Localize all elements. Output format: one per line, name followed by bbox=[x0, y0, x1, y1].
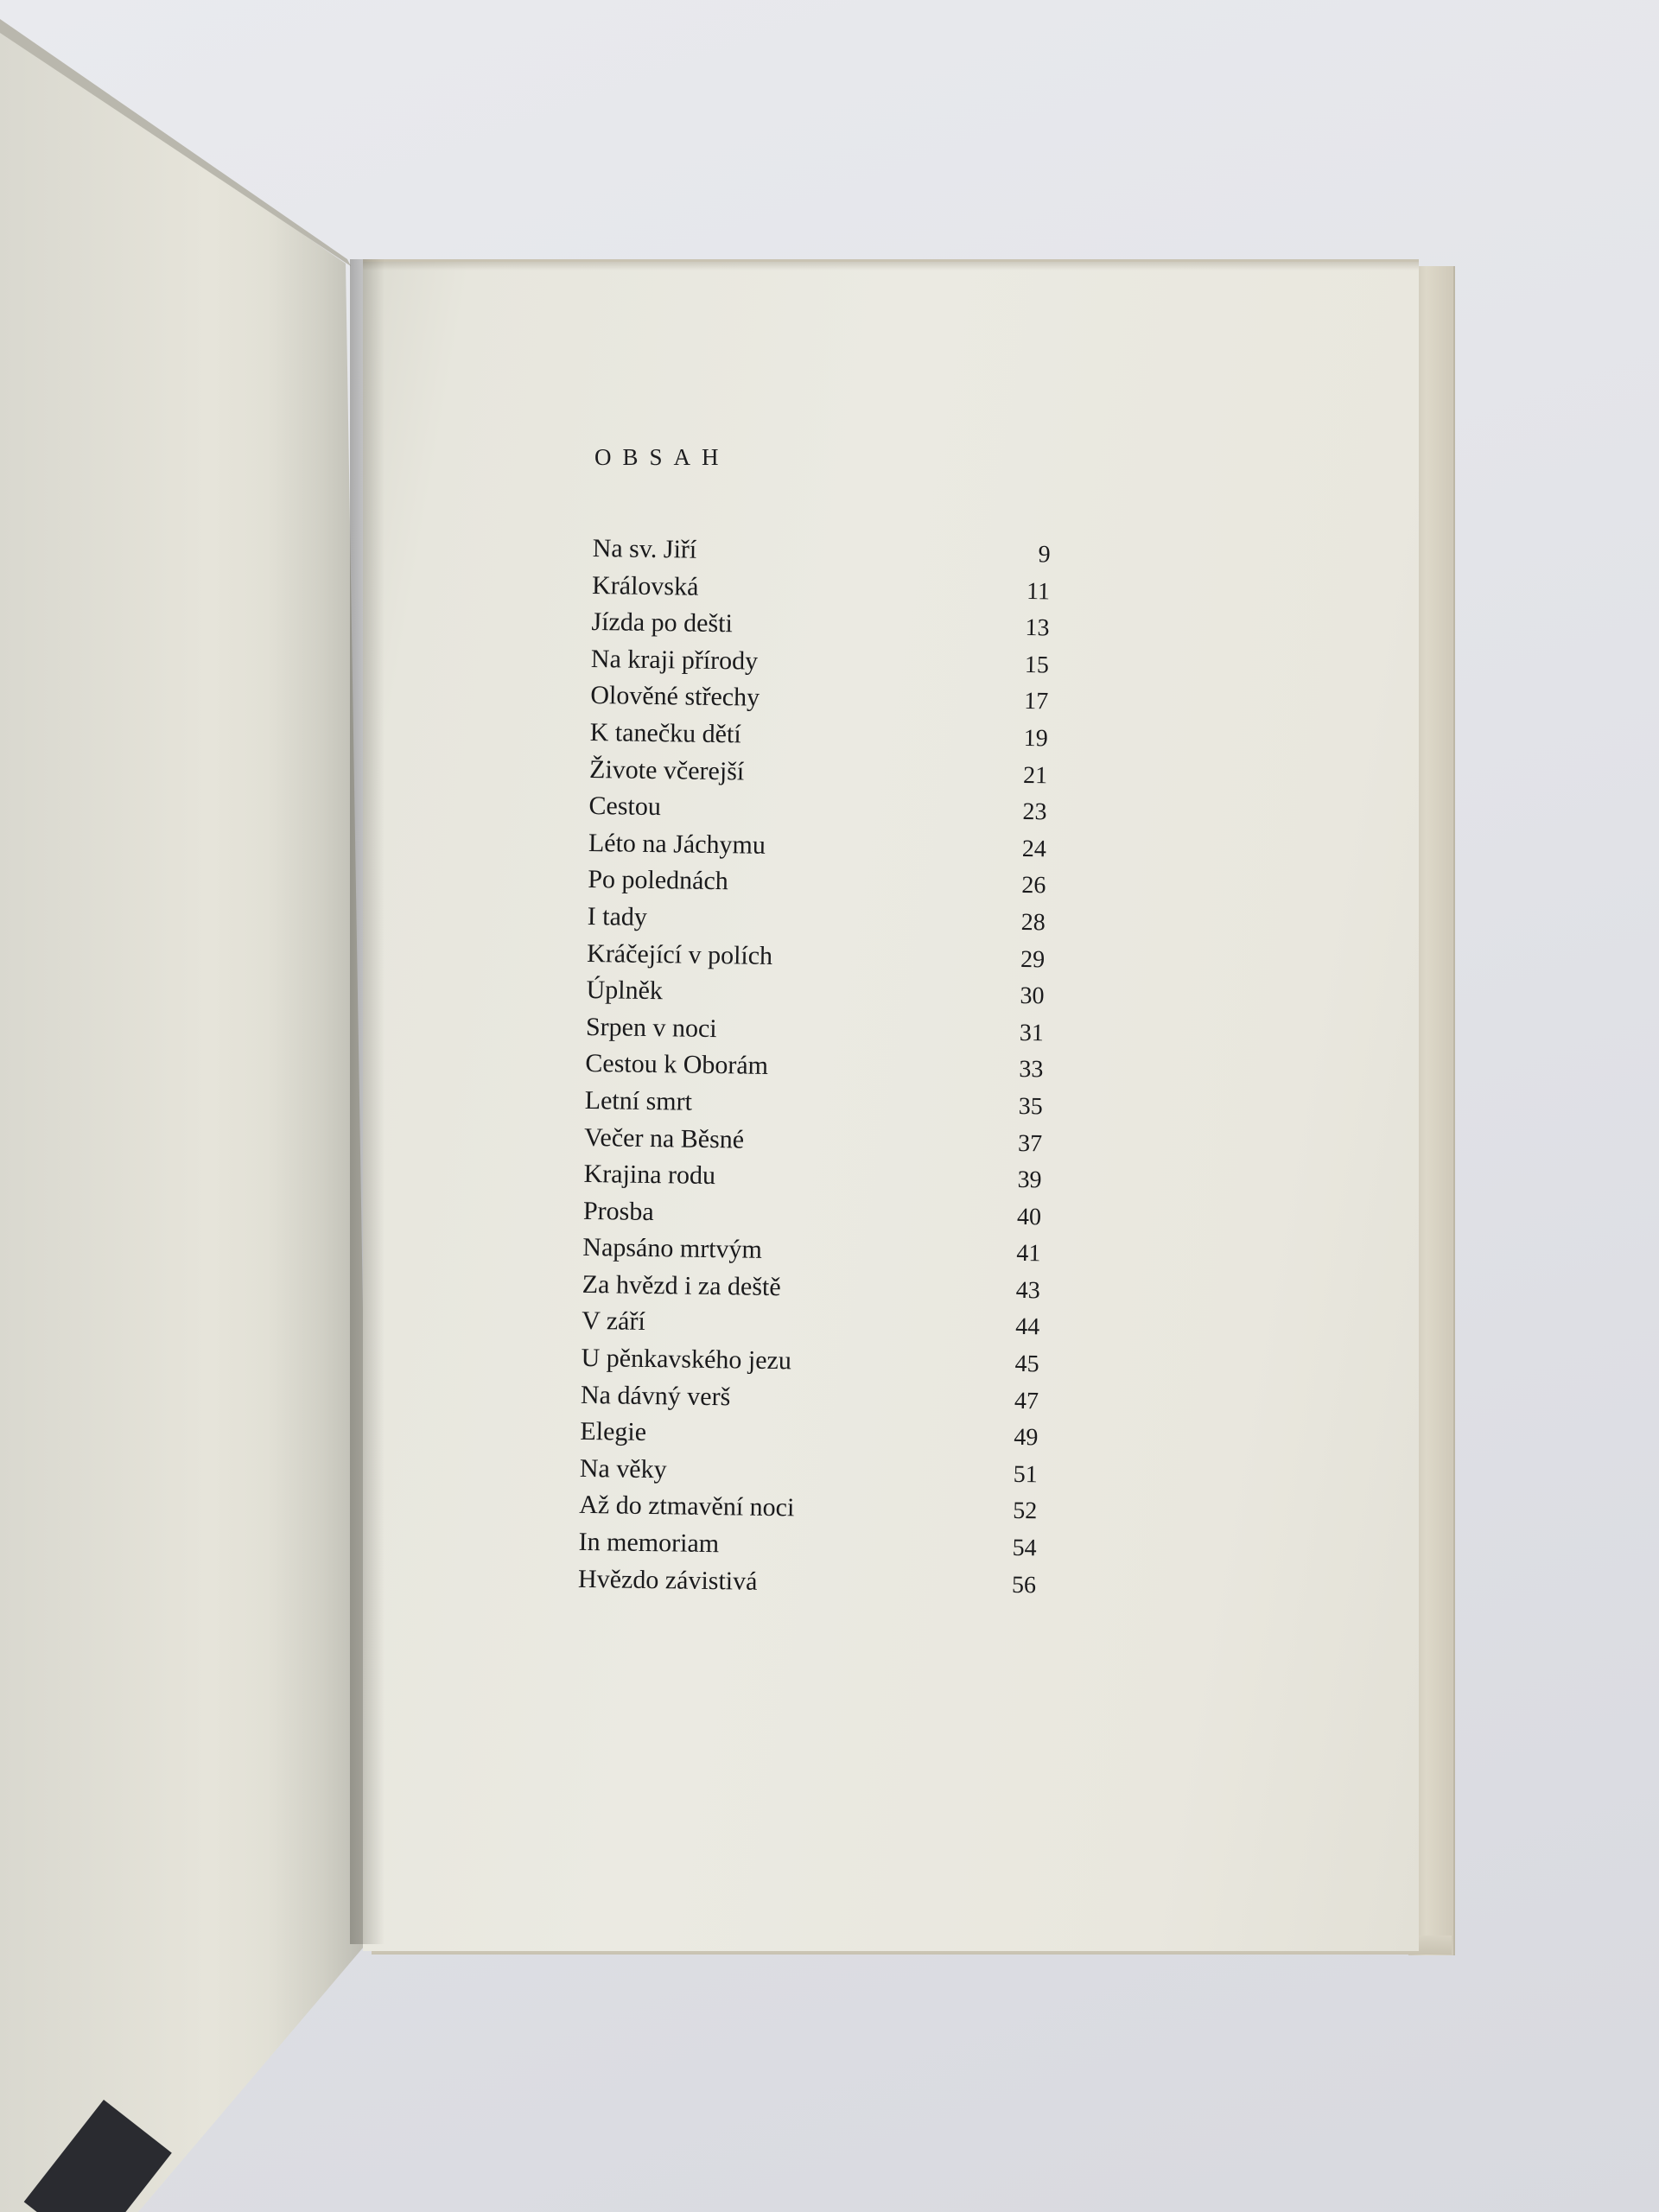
toc-entry-title: In memoriam bbox=[578, 1527, 720, 1559]
toc-entry-title: Kráčející v polích bbox=[586, 938, 773, 970]
toc-entry-title: Na sv. Jiří bbox=[592, 533, 697, 564]
toc-entry bbox=[588, 861, 1046, 905]
toc-entry bbox=[591, 641, 1050, 684]
toc-heading: OBSAH bbox=[594, 444, 730, 470]
toc-entry bbox=[589, 752, 1048, 795]
toc-entry-title: V září bbox=[581, 1306, 646, 1337]
toc-entry-title: Léto na Jáchymu bbox=[588, 828, 766, 860]
toc-entry-title: Živote včerejší bbox=[588, 754, 745, 786]
toc-entry bbox=[583, 1156, 1042, 1199]
toc-entry-title: Napsáno mrtvým bbox=[582, 1233, 763, 1265]
toc-entry-page-number: 11 bbox=[1026, 577, 1051, 605]
toc-entry-page-number: 41 bbox=[1016, 1240, 1041, 1268]
toc-entry-title: Královská bbox=[591, 570, 699, 601]
toc-entry-page-number: 54 bbox=[1012, 1534, 1037, 1562]
toc-entry bbox=[592, 531, 1051, 574]
toc-entry-page-number: 15 bbox=[1024, 651, 1050, 679]
toc-entry-title: K tanečku dětí bbox=[589, 717, 741, 749]
toc-entry-title: Jízda po dešti bbox=[591, 607, 734, 639]
toc-entry-title: Letní smrt bbox=[584, 1085, 693, 1116]
toc-entry-page-number: 13 bbox=[1025, 614, 1050, 642]
toc-entry bbox=[584, 1119, 1043, 1162]
toc-list bbox=[578, 531, 1051, 1604]
toc-entry-page-number: 40 bbox=[1016, 1203, 1042, 1231]
toc-entry bbox=[580, 1451, 1039, 1494]
toc-entry-page-number: 23 bbox=[1022, 798, 1047, 826]
toc-entry bbox=[578, 1561, 1037, 1605]
toc-entry-page-number: 52 bbox=[1012, 1497, 1038, 1525]
toc-entry-title: Krajina rodu bbox=[583, 1160, 716, 1191]
toc-entry-page-number: 51 bbox=[1013, 1460, 1039, 1489]
toc-entry-title: I tady bbox=[587, 901, 648, 931]
toc-entry-title: Olověné střechy bbox=[590, 681, 760, 713]
toc-entry-title: U pěnkavského jezu bbox=[581, 1343, 792, 1376]
spine-gutter-shadow bbox=[350, 259, 385, 1944]
toc-entry-title: Na věky bbox=[579, 1453, 667, 1484]
toc-entry-page-number: 19 bbox=[1023, 724, 1048, 753]
left-page-shadow bbox=[0, 0, 380, 2212]
toc-entry bbox=[583, 1193, 1042, 1236]
toc-entry-page-number: 35 bbox=[1018, 1092, 1043, 1121]
toc-entry-page-number: 45 bbox=[1014, 1350, 1039, 1378]
toc-entry bbox=[586, 972, 1045, 1015]
toc-entry-title: Po polednách bbox=[588, 865, 729, 896]
toc-entry bbox=[588, 825, 1047, 868]
toc-entry bbox=[582, 1230, 1041, 1273]
toc-entry-page-number: 33 bbox=[1019, 1056, 1044, 1084]
toc-entry-title: Na kraji přírody bbox=[590, 644, 759, 676]
toc-entry bbox=[590, 677, 1049, 721]
toc-entry-title: Za hvězd i za deště bbox=[582, 1269, 781, 1301]
toc-entry-title: Hvězdo závistivá bbox=[577, 1564, 758, 1596]
toc-entry bbox=[587, 899, 1046, 942]
toc-entry-page-number: 47 bbox=[1014, 1387, 1039, 1414]
toc-entry-page-number: 24 bbox=[1021, 835, 1047, 863]
toc-entry bbox=[580, 1414, 1039, 1457]
toc-entry bbox=[582, 1303, 1040, 1346]
toc-entry-title: Až do ztmavění noci bbox=[579, 1491, 795, 1522]
toc-entry-page-number: 28 bbox=[1020, 908, 1046, 937]
toc-entry-title: Elegie bbox=[580, 1417, 647, 1447]
toc-entry bbox=[592, 568, 1051, 611]
toc-entry bbox=[582, 1267, 1041, 1310]
toc-entry-page-number: 29 bbox=[1020, 945, 1046, 973]
toc-entry-title: Srpen v noci bbox=[585, 1012, 717, 1043]
toc-entry-page-number: 44 bbox=[1014, 1313, 1040, 1341]
toc-entry-page-number: 31 bbox=[1019, 1019, 1045, 1047]
toc-entry-title: Úplněk bbox=[586, 976, 664, 1006]
toc-entry-page-number: 39 bbox=[1017, 1166, 1042, 1194]
toc-entry bbox=[584, 1083, 1043, 1126]
toc-entry-page-number: 26 bbox=[1021, 872, 1046, 899]
toc-entry bbox=[585, 1046, 1044, 1089]
toc-entry-title: Na dávný verš bbox=[580, 1380, 731, 1411]
toc-entry-page-number: 17 bbox=[1024, 688, 1049, 715]
toc-entry-page-number: 21 bbox=[1022, 761, 1048, 789]
toc-entry bbox=[579, 1487, 1038, 1530]
toc-entry bbox=[588, 788, 1047, 831]
toc-entry-page-number: 9 bbox=[1038, 541, 1051, 569]
toc-entry-title: Cestou bbox=[588, 791, 662, 822]
toc-entry-page-number: 49 bbox=[1014, 1424, 1039, 1452]
toc-entry bbox=[587, 935, 1046, 978]
toc-entry bbox=[591, 604, 1050, 647]
toc-entry-title: Cestou k Oborám bbox=[585, 1049, 769, 1081]
toc-entry-title: Prosba bbox=[582, 1196, 654, 1226]
toc-entry-page-number: 30 bbox=[1020, 982, 1045, 1010]
toc-entry bbox=[589, 715, 1048, 758]
toc-entry-page-number: 37 bbox=[1017, 1129, 1043, 1157]
toc-entry-page-number: 43 bbox=[1015, 1276, 1040, 1305]
toc-entry bbox=[586, 1009, 1045, 1052]
toc-entry bbox=[578, 1524, 1037, 1567]
toc-entry-page-number: 56 bbox=[1011, 1571, 1037, 1599]
toc-entry bbox=[581, 1340, 1039, 1383]
toc-entry-title: Večer na Běsné bbox=[583, 1122, 745, 1154]
toc-entry bbox=[581, 1377, 1039, 1421]
